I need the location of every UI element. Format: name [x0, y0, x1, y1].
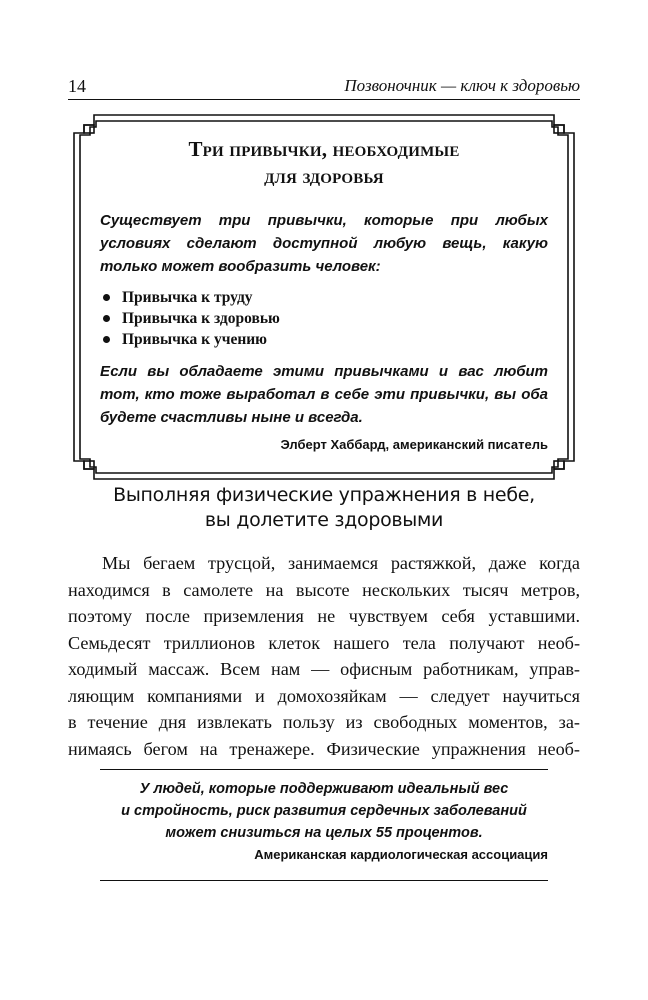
quote-line3: может снизиться на целых 55 процентов.: [165, 825, 483, 841]
quote-bottom-rule: [100, 880, 548, 881]
quote-line2: и стройность, риск развития сердечных заболеваний: [121, 803, 527, 819]
box-title-line2: для здоровья: [264, 164, 384, 188]
sidebar-box: [100, 136, 548, 454]
body-paragraph: [68, 550, 580, 762]
quote-text: [100, 778, 548, 844]
list-item: [100, 329, 548, 350]
habit-label: Привычка к здоровью: [122, 310, 280, 327]
list-item: [100, 287, 548, 308]
box-intro: Существует три привычки, которые при любых условиях сделают доступной любую вещь, какую только может вообразить человек:: [100, 212, 548, 275]
bullet-icon: [103, 315, 110, 322]
habit-label: Привычка к учению: [122, 331, 268, 348]
section-heading: [68, 483, 580, 533]
body-line: ляющим компаниями и домохозяйкам — следует научиться: [68, 685, 580, 706]
body-line: в течение дня извлекать пользу из свободных моментов, за-: [68, 712, 580, 732]
running-title: Позвоночник — ключ к здоровью: [344, 76, 580, 95]
habit-list: [100, 287, 548, 350]
box-attribution: Элберт Хаббард, американский писатель: [280, 437, 548, 452]
section-heading-line1: Выполняя физические упражнения в небе,: [113, 484, 535, 506]
body-line: нимаясь бегом на тренажере. Физические упражнения необ-: [68, 738, 580, 759]
bullet-icon: [103, 336, 110, 343]
body-line: Мы бегаем трусцой, занимаемся растяжкой, даже когда: [102, 553, 580, 573]
list-item: [100, 308, 548, 329]
quote-source: Американская кардиологическая ассоциация: [254, 847, 548, 862]
bullet-icon: [103, 294, 110, 301]
box-outro: Если вы обладаете этими привычками и вас любит тот, кто тоже выработал в себе эти привычки, вы оба будете счастливы ныне и всегда.: [100, 363, 548, 426]
box-title-line1: Три привычки, необходимые: [188, 137, 460, 161]
page-number: 14: [68, 76, 86, 96]
body-line: Семьдесят триллионов клеток нашего тела получают необ-: [68, 632, 580, 653]
section-heading-line2: вы долетите здоровыми: [204, 509, 444, 531]
quote-line1: У людей, которые поддерживают идеальный вес: [139, 781, 509, 797]
body-line: находимся в самолете на высоте нескольких тысяч метров,: [68, 579, 580, 600]
box-title: [100, 136, 548, 190]
body-line: поэтому после приземления не чувствуем себя уставшими.: [68, 606, 580, 626]
habit-label: Привычка к труду: [122, 289, 253, 306]
body-line: ходимый массаж. Всем нам — офисным работникам, управ-: [68, 659, 580, 679]
quote-top-rule: [100, 769, 548, 770]
